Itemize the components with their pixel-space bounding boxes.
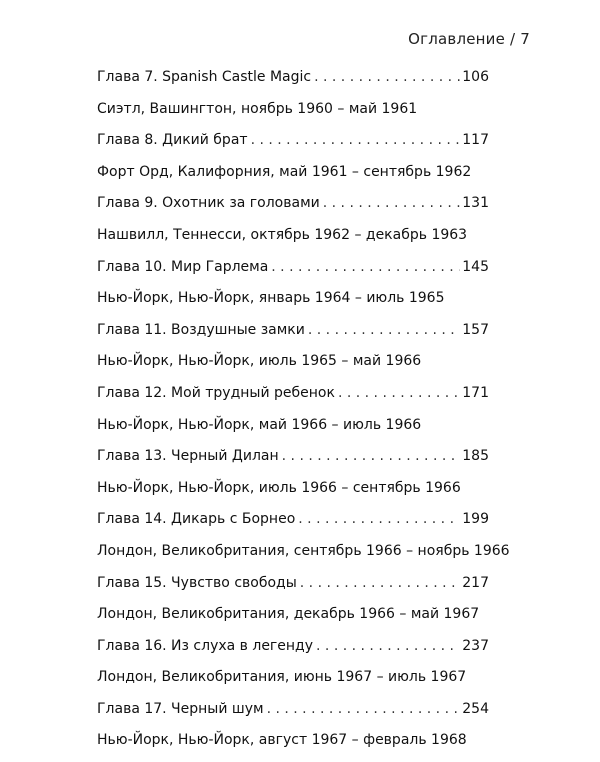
toc-place-date-line — [97, 478, 489, 510]
place-date-text: Нью-Йорк, Нью-Йорк, август 1967 – февраль 1968 — [97, 732, 467, 749]
toc-chapter-entry[interactable] — [97, 636, 489, 668]
chapter-title: Глава 9. Охотник за головами — [97, 195, 320, 212]
toc-chapter-entry[interactable] — [97, 446, 489, 478]
chapter-page-number: 254 — [462, 700, 489, 717]
chapter-page-number: 217 — [462, 574, 489, 591]
toc-place-date-line — [97, 730, 489, 762]
chapter-page-number: 145 — [462, 258, 489, 275]
chapter-title: Глава 7. Spanish Castle Magic — [97, 69, 312, 85]
toc-place-date-line — [97, 541, 510, 573]
place-date-text: Нью-Йорк, Нью-Йорк, июль 1966 – сентябрь 1966 — [97, 479, 461, 496]
place-date-text: Нью-Йорк, Нью-Йорк, январь 1964 – июль 1965 — [97, 290, 445, 307]
dot-leader — [308, 320, 460, 340]
place-date-text: Сиэтл, Вашингтон, ноябрь 1960 – май 1961 — [97, 100, 418, 117]
chapter-title: Глава 16. Из слуха в легенду — [97, 637, 314, 654]
chapter-title: Глава 17. Черный шум — [97, 700, 264, 717]
toc-chapter-entry[interactable] — [97, 383, 489, 415]
toc-chapter-entry[interactable] — [97, 130, 489, 162]
dot-leader — [323, 193, 461, 213]
dot-leader — [314, 67, 460, 87]
chapter-page-number: 106 — [462, 69, 489, 85]
chapter-title: Глава 13. Черный Дилан — [97, 448, 279, 465]
toc-chapter-entry[interactable] — [97, 67, 489, 99]
chapter-page-number: 131 — [462, 195, 489, 212]
chapter-title: Глава 10. Мир Гарлема — [97, 258, 269, 275]
chapter-page-number: 185 — [462, 448, 489, 465]
chapter-title: Глава 14. Дикарь с Борнео — [97, 511, 296, 528]
place-date-text: Нашвилл, Теннесси, октябрь 1962 – декабрь 1963 — [97, 226, 468, 243]
toc-place-date-line — [97, 415, 489, 447]
toc-place-date-line — [97, 351, 489, 383]
chapter-page-number: 157 — [462, 321, 489, 338]
toc-place-date-line — [97, 162, 489, 194]
toc-chapter-entry[interactable] — [97, 699, 489, 731]
chapter-title: Глава 12. Мой трудный ребенок — [97, 384, 335, 401]
toc-place-date-line — [97, 288, 489, 320]
dot-leader — [338, 383, 460, 403]
place-date-text: Нью-Йорк, Нью-Йорк, июль 1965 – май 1966 — [97, 353, 422, 370]
toc-place-date-line — [97, 99, 489, 131]
toc-place-date-line — [97, 225, 489, 257]
chapter-title: Глава 15. Чувство свободы — [97, 574, 297, 591]
toc-chapter-entry[interactable] — [97, 193, 489, 225]
chapter-page-number: 171 — [462, 384, 489, 401]
dot-leader — [298, 509, 460, 529]
toc-chapter-entry[interactable] — [97, 257, 489, 289]
place-date-text: Форт Орд, Калифорния, май 1961 – сентябрь 1962 — [97, 163, 472, 180]
table-of-contents — [97, 67, 510, 762]
dot-leader — [267, 699, 461, 719]
toc-chapter-entry[interactable] — [97, 509, 489, 541]
running-header: Оглавление / 7 — [408, 30, 530, 48]
dot-leader — [251, 130, 461, 150]
dot-leader — [271, 257, 460, 277]
place-date-text: Лондон, Великобритания, июнь 1967 – июль 1967 — [97, 669, 467, 686]
toc-place-date-line — [97, 667, 489, 699]
dot-leader — [282, 446, 461, 466]
chapter-title: Глава 11. Воздушные замки — [97, 321, 305, 338]
toc-chapter-entry[interactable] — [97, 573, 489, 605]
toc-place-date-line — [97, 604, 489, 636]
chapter-title: Глава 8. Дикий брат — [97, 132, 248, 149]
chapter-page-number: 237 — [462, 637, 489, 654]
place-date-text: Лондон, Великобритания, декабрь 1966 – май 1967 — [97, 606, 480, 623]
place-date-text: Лондон, Великобритания, сентябрь 1966 – ноябрь 1966 — [97, 542, 510, 559]
dot-leader — [316, 636, 460, 656]
chapter-page-number: 117 — [462, 132, 489, 149]
dot-leader — [300, 573, 461, 593]
toc-chapter-entry[interactable] — [97, 320, 489, 352]
place-date-text: Нью-Йорк, Нью-Йорк, май 1966 – июль 1966 — [97, 416, 422, 433]
chapter-page-number: 199 — [462, 511, 489, 528]
